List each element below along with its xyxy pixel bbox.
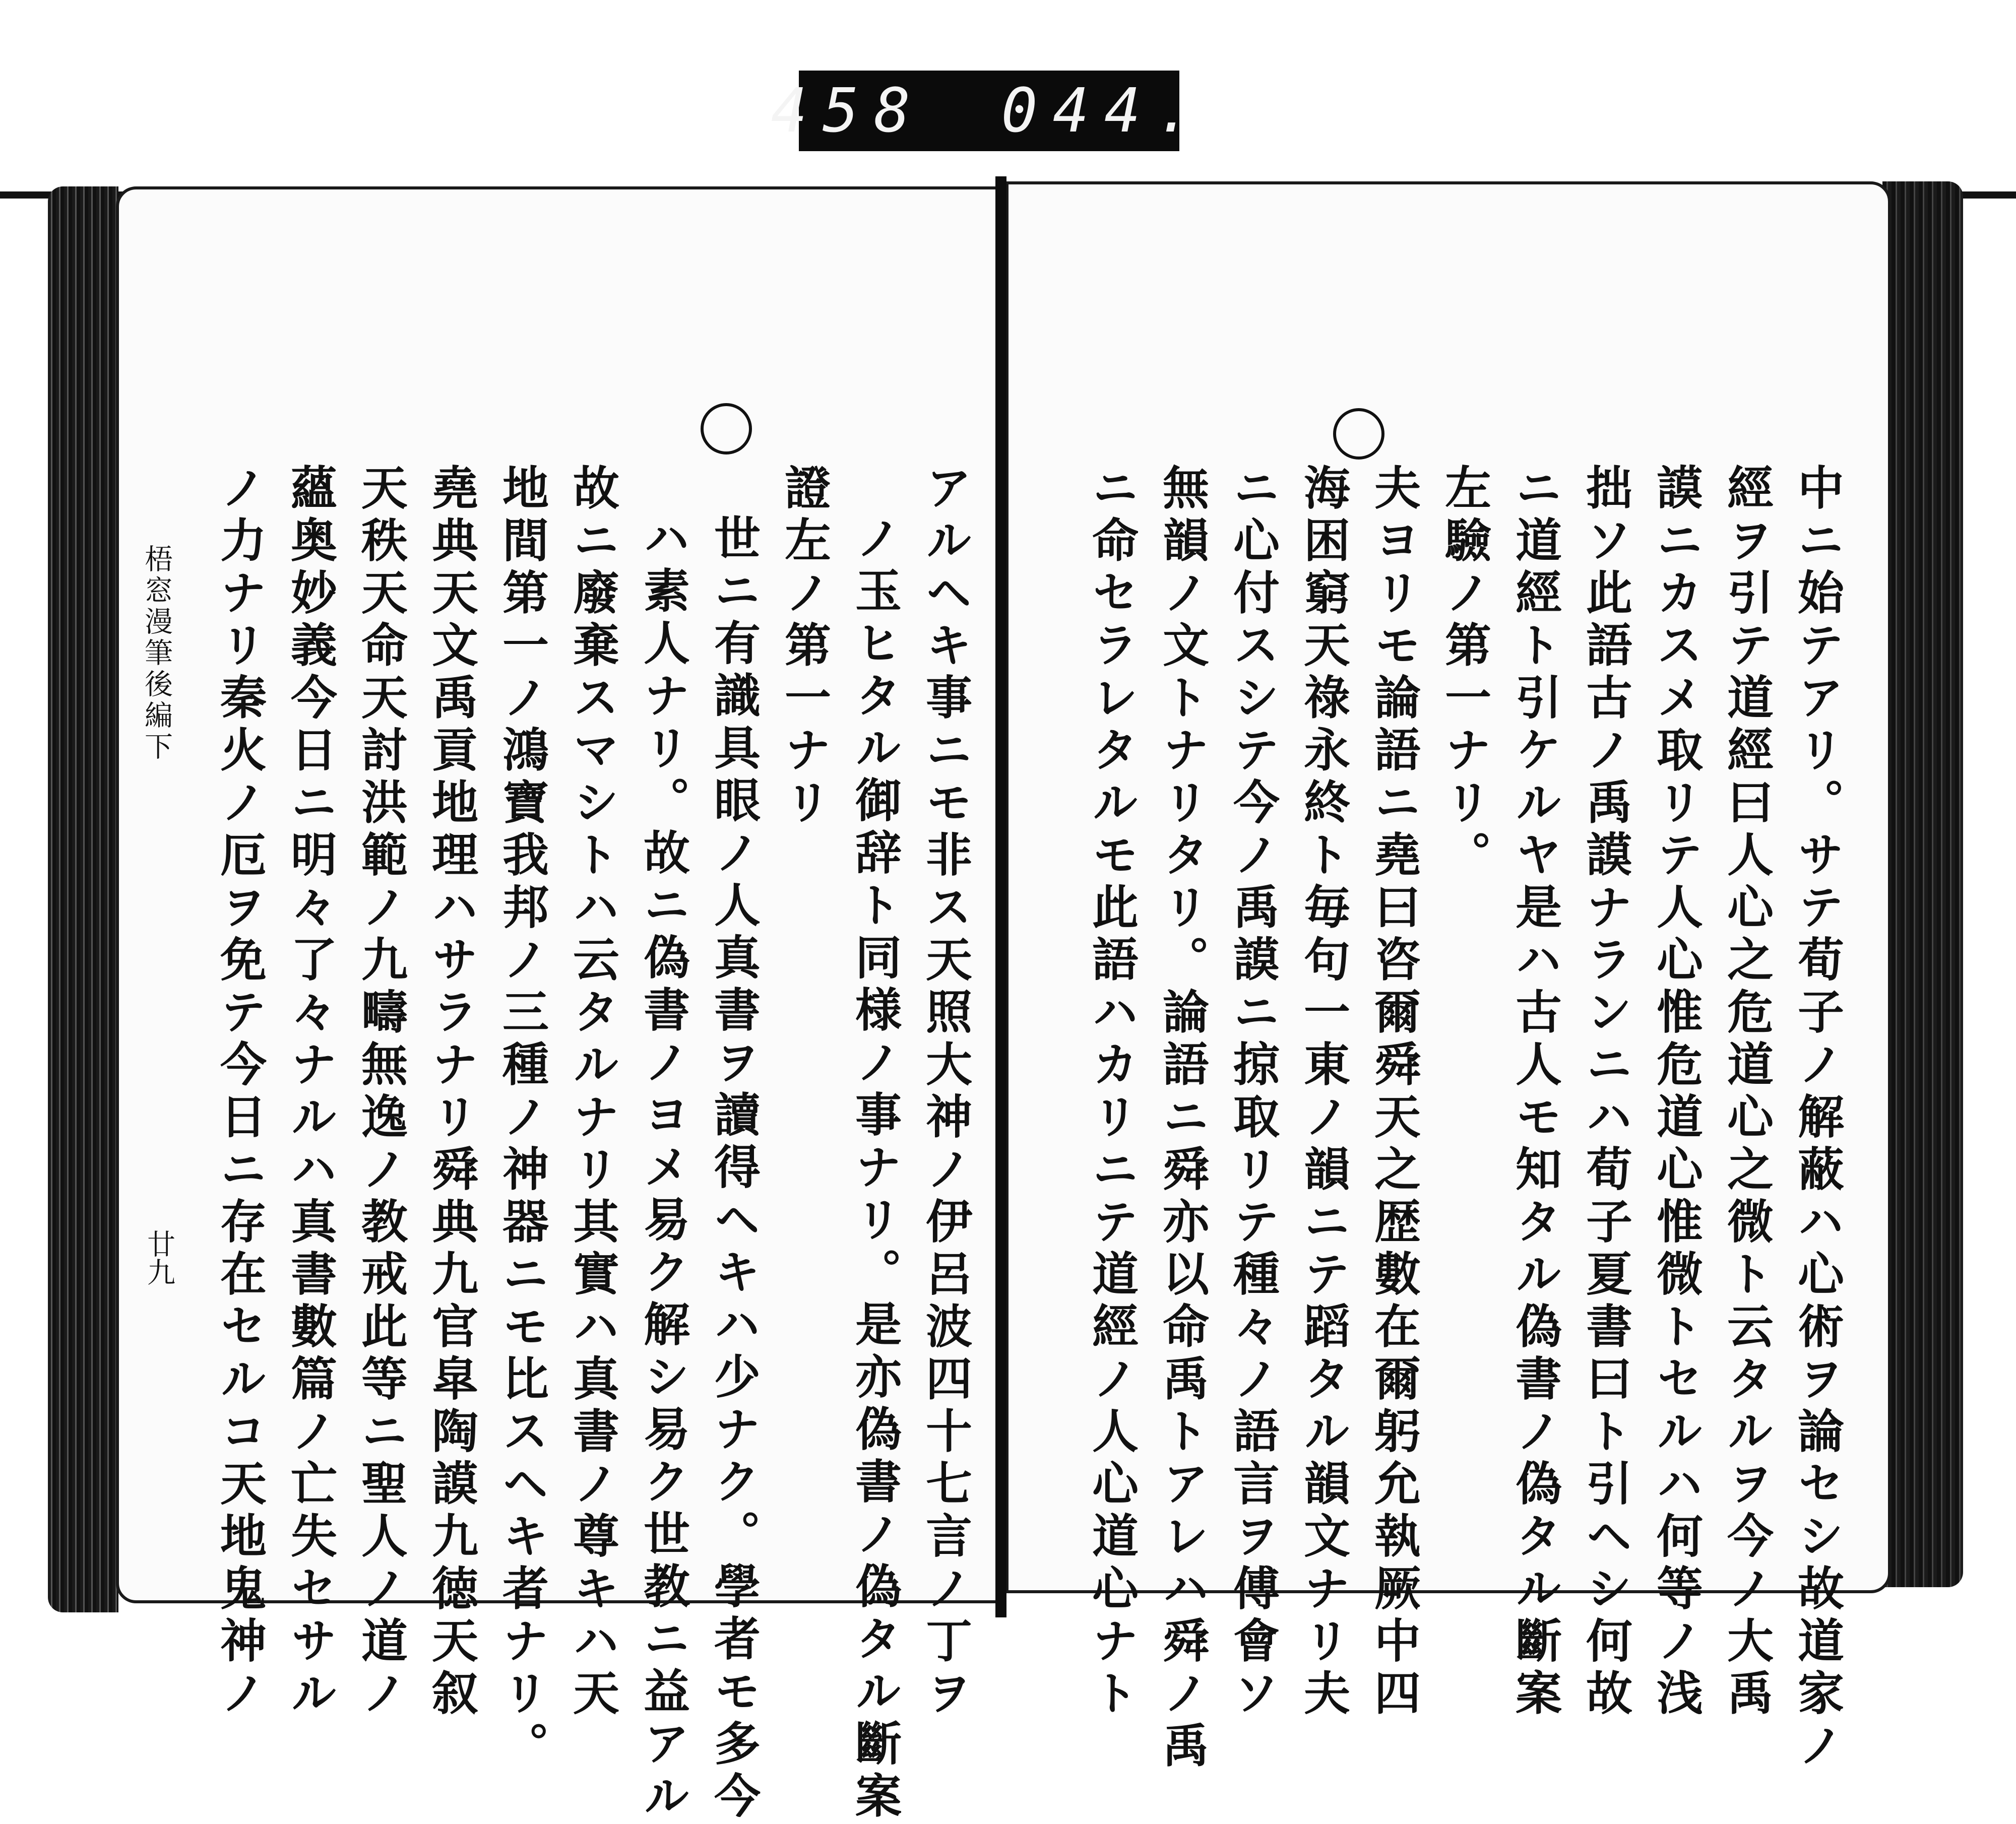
running-title: 梧窓漫筆後編下 — [140, 544, 173, 763]
left-text-column: アルヘキ事ニモ非ス天照大神ノ伊呂波四十七言ノ丁ヲ — [918, 464, 973, 1721]
left-text-column: 堯典天文禹貢地理ハサラナリ舜典九官皐陶謨九徳天叙 — [424, 464, 479, 1721]
right-page-edges — [1882, 181, 1963, 1587]
frame-number-left: 458 — [771, 76, 926, 146]
left-text-column: 證左ノ第一ナリ — [777, 464, 832, 830]
right-text-column: 中ニ始テアリ。サテ荀子ノ解蔽ハ心術ヲ論セシ故道家ノ — [1790, 464, 1845, 1774]
section-circle-mark — [701, 403, 752, 454]
right-text-column: ニ心付スシテ今ノ禹謨ニ掠取リテ種々ノ語言ヲ傅會ソ — [1226, 464, 1280, 1721]
page-folio: 廿九 — [143, 1229, 175, 1286]
right-text-column: ニ道經ト引ケルヤ是ハ古人モ知タル偽書ノ偽タル斷案 — [1508, 464, 1562, 1721]
left-text-column: 天秩天命天討洪範ノ九疇無逸ノ教戒此等ニ聖人ノ道ノ — [354, 464, 408, 1721]
left-text-column: 故ニ廢棄スマシトハ云タルナリ其實ハ真書ノ尊キハ天 — [565, 464, 620, 1721]
left-text-column: ハ素人ナリ。故ニ偽書ノヨメ易ク解シ易ク世教ニ益アル — [636, 514, 690, 1824]
left-page-edges — [48, 186, 118, 1612]
right-text-column: 無韻ノ文トナリタリ。論語ニ舜亦以命禹トアレハ舜ノ禹 — [1155, 464, 1210, 1774]
frame-number-right: 044. — [1001, 76, 1208, 146]
right-text-column: 拙ソ此語古ノ禹謨ナランニハ荀子夏書曰ト引ヘシ何故 — [1579, 464, 1633, 1721]
left-text-column: 世ニ有識具眼ノ人真書ヲ讀得ヘキハ少ナク。學者モ多今 — [707, 514, 761, 1824]
right-text-column: ニ命セラレタルモ此語ハカリニテ道經ノ人心道心ナト — [1085, 464, 1139, 1721]
left-text-column: 地間第一ノ鴻寶我邦ノ三種ノ神器ニモ比スヘキ者ナリ。 — [495, 464, 549, 1774]
book-gutter — [995, 176, 1006, 1617]
left-text-column: ノ玉ヒタル御辞ト同様ノ事ナリ。是亦偽書ノ偽タル斷案 — [848, 514, 902, 1824]
right-text-column: 夫ヨリモ論語ニ堯曰咨爾舜天之歴數在爾躬允執厥中四 — [1367, 464, 1421, 1721]
left-text-column: 蘊奥妙義今日ニ明々了々ナルハ真書數篇ノ亡失セサル — [283, 464, 338, 1721]
microfilm-frame-number — [771, 71, 1208, 151]
left-text-column: ノ力ナリ秦火ノ厄ヲ免テ今日ニ存在セルコ天地鬼神ノ — [213, 464, 267, 1721]
right-text-column: 經ヲ引テ道經曰人心之危道心之微ト云タルヲ今ノ大禹 — [1720, 464, 1774, 1721]
right-text-column: 左驗ノ第一ナリ。 — [1437, 464, 1492, 883]
right-text-column: 海困窮天祿永終ト毎句一東ノ韻ニテ蹈タル韻文ナリ夫 — [1296, 464, 1351, 1721]
section-circle-mark — [1333, 408, 1384, 460]
right-text-column: 謨ニカスメ取リテ人心惟危道心惟微トセルハ何等ノ浅 — [1649, 464, 1704, 1721]
